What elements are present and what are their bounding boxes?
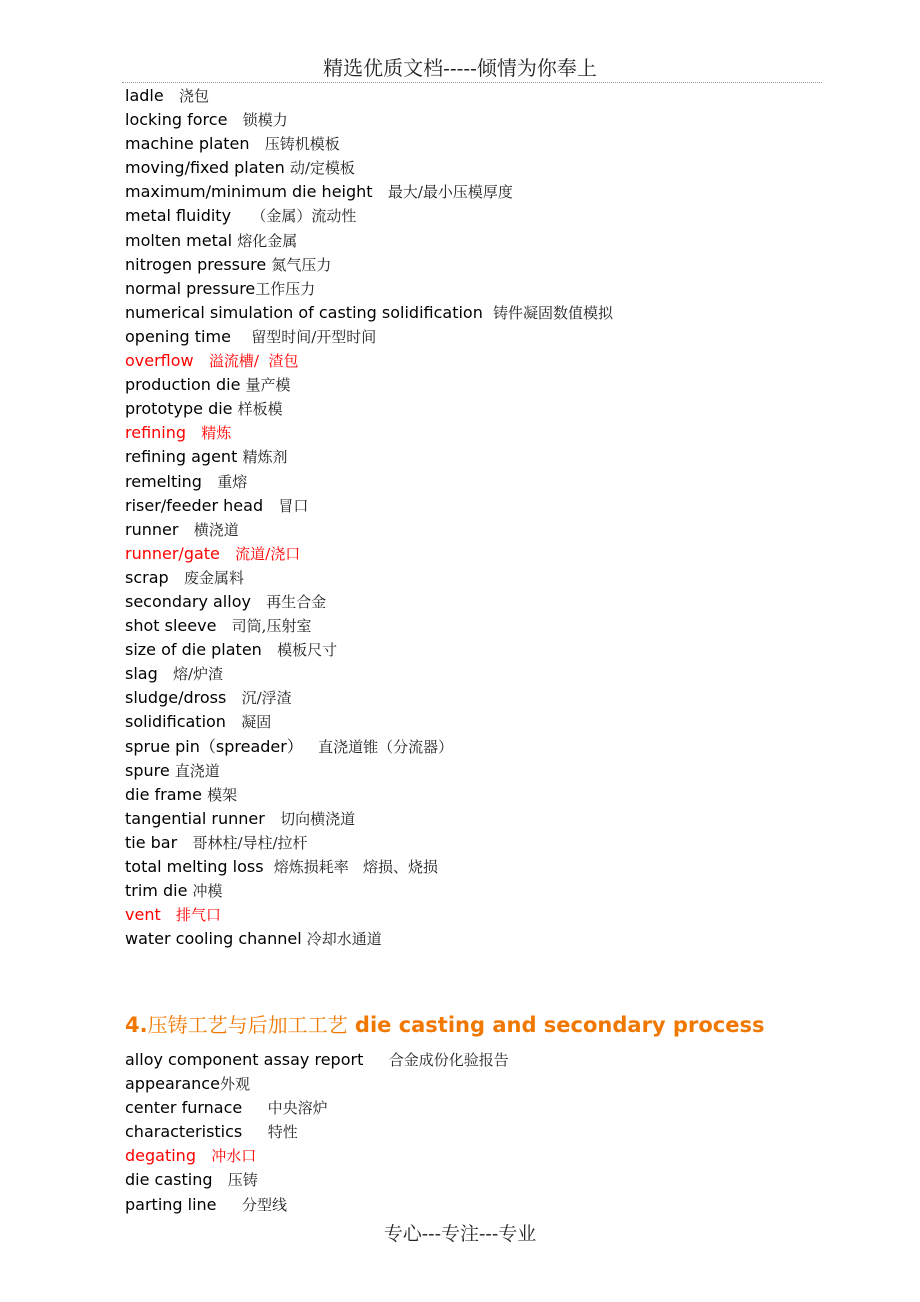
term-separator (483, 303, 493, 322)
term-chinese: 外观 (219, 1075, 250, 1094)
glossary-entry (125, 710, 613, 734)
glossary-entry (125, 542, 613, 566)
glossary-entry (125, 590, 613, 614)
term-separator (242, 1098, 267, 1117)
glossary-entry (125, 807, 613, 831)
term-english: molten metal (125, 230, 233, 250)
term-separator (196, 1146, 211, 1165)
term-chinese: 哥林柱/导柱/拉杆 (192, 833, 308, 852)
term-english: numerical simulation of casting solidification (125, 302, 483, 322)
glossary-entry (125, 1120, 509, 1144)
term-english: degating (125, 1146, 196, 1166)
term-chinese: 铸件凝固数值模拟 (493, 303, 614, 322)
term-separator (265, 809, 280, 828)
term-chinese: 锁模力 (242, 111, 288, 130)
term-english: sprue pin（spreader） (125, 736, 303, 756)
term-separator (363, 1050, 388, 1069)
term-chinese: 模架 (207, 785, 238, 804)
glossary-entry (125, 927, 613, 951)
term-english: opening time (125, 326, 231, 346)
term-chinese: 直浇道 (174, 761, 220, 780)
glossary-entry (125, 614, 613, 638)
glossary-entry (125, 421, 613, 445)
glossary-entry (125, 1096, 509, 1120)
term-chinese: 横浇道 (193, 520, 239, 539)
section-title-zh: 压铸工艺与后加工工艺 (147, 1013, 348, 1037)
term-chinese: 冒口 (278, 496, 309, 515)
term-chinese: 切向横浇道 (280, 809, 356, 828)
term-separator (158, 664, 173, 683)
glossary-entry (125, 1072, 509, 1096)
term-separator (263, 496, 278, 515)
term-separator (177, 833, 192, 852)
header-divider (122, 82, 822, 83)
term-english: normal pressure (125, 278, 256, 298)
glossary-entry (125, 301, 613, 325)
term-english: runner (125, 519, 179, 539)
term-chinese: 沉/浮渣 (241, 689, 292, 708)
glossary-entry (125, 84, 613, 108)
term-english: shot sleeve (125, 616, 217, 636)
glossary-entry (125, 156, 613, 180)
term-english: secondary alloy (125, 591, 251, 611)
term-chinese: 浇包 (178, 87, 209, 105)
term-chinese: 氮气压力 (271, 255, 332, 274)
term-english: trim die (125, 881, 188, 901)
term-english: production die (125, 375, 241, 395)
term-chinese: 重熔 (217, 472, 248, 491)
term-chinese: 废金属料 (183, 568, 244, 587)
term-english: moving/fixed platen (125, 158, 285, 178)
glossary-entry (125, 204, 613, 228)
term-english: ladle (125, 86, 164, 105)
term-chinese: 工作压力 (255, 279, 316, 298)
term-chinese: 司筒,压射室 (231, 617, 312, 636)
glossary-entry (125, 397, 613, 421)
glossary-entry (125, 229, 613, 253)
glossary-entry (125, 373, 613, 397)
term-english: appearance (125, 1074, 220, 1094)
term-separator (202, 472, 217, 491)
term-separator (216, 616, 231, 635)
term-chinese: 熔/炉渣 (173, 665, 224, 684)
glossary-entry (125, 1048, 509, 1072)
glossary-entry (125, 180, 613, 204)
term-chinese: 动/定模板 (289, 159, 355, 178)
term-english: center furnace (125, 1098, 243, 1118)
glossary-list-1 (125, 84, 613, 951)
section-title-en: die casting and secondary process (354, 1013, 765, 1037)
term-separator (161, 905, 176, 924)
term-chinese: 熔化金属 (237, 231, 298, 250)
term-english: die frame (125, 784, 202, 804)
term-english: locking force (125, 110, 228, 130)
glossary-entry (125, 566, 613, 590)
term-separator (251, 592, 266, 611)
glossary-entry (125, 735, 613, 759)
term-chinese: 凝固 (241, 713, 272, 732)
glossary-entry (125, 494, 613, 518)
glossary-entry (125, 132, 613, 156)
term-separator (217, 1195, 242, 1214)
page-footer: 专心---专注---专业 (383, 1223, 537, 1245)
term-chinese: 冲水口 (211, 1147, 257, 1166)
term-chinese: 特性 (267, 1123, 298, 1142)
term-chinese: 样板模 (237, 400, 283, 419)
glossary-entry (125, 783, 613, 807)
glossary-entry (125, 108, 613, 132)
term-english: remelting (125, 471, 202, 491)
term-chinese: 直浇道锥（分流器） (318, 737, 454, 756)
term-english: overflow (125, 351, 194, 371)
term-english: alloy component assay report (125, 1050, 364, 1069)
term-separator (164, 86, 179, 105)
glossary-entry (125, 470, 613, 494)
term-chinese: 合金成份化验报告 (388, 1051, 509, 1069)
term-english: sludge/dross (125, 688, 227, 708)
term-chinese: 精炼 (201, 424, 232, 443)
glossary-entry (125, 855, 613, 879)
glossary-entry (125, 638, 613, 662)
term-separator (242, 1122, 267, 1141)
glossary-entry (125, 831, 613, 855)
term-separator (169, 568, 184, 587)
term-chinese: 流道/浇口 (235, 544, 301, 563)
term-separator (226, 712, 241, 731)
term-separator (178, 520, 193, 539)
term-english: water cooling channel (125, 929, 302, 949)
term-separator (194, 351, 209, 370)
term-english: tangential runner (125, 808, 265, 828)
term-separator (220, 544, 235, 563)
term-chinese: 中央溶炉 (267, 1099, 328, 1118)
page-header: 精选优质文档-----倾情为你奉上 (323, 56, 597, 80)
term-chinese: 留型时间/开型时间 (251, 327, 377, 346)
glossary-list-2 (125, 1048, 509, 1217)
term-english: solidification (125, 712, 226, 732)
term-chinese: 分型线 (241, 1195, 287, 1214)
glossary-entry (125, 1144, 509, 1168)
term-chinese: 冷却水通道 (306, 930, 382, 949)
term-english: characteristics (125, 1122, 243, 1142)
term-separator (186, 423, 201, 442)
glossary-entry (125, 662, 613, 686)
term-english: total melting loss (125, 857, 264, 876)
term-chinese: 再生合金 (266, 592, 327, 611)
term-separator (231, 327, 251, 346)
glossary-entry (125, 879, 613, 903)
term-separator (264, 857, 274, 876)
section-number: 4. (125, 1013, 148, 1037)
term-english: scrap (125, 567, 169, 587)
term-separator (303, 737, 318, 756)
term-chinese: 模板尺寸 (277, 641, 338, 660)
glossary-entry (125, 1193, 509, 1217)
term-chinese: 精炼剂 (242, 448, 288, 467)
glossary-entry (125, 1168, 509, 1192)
glossary-entry (125, 349, 613, 373)
term-separator (226, 688, 241, 707)
term-chinese: 排气口 (176, 906, 222, 925)
glossary-entry (125, 759, 613, 783)
glossary-entry (125, 445, 613, 469)
term-english: riser/feeder head (125, 495, 264, 515)
term-english: vent (125, 905, 161, 925)
glossary-entry (125, 903, 613, 927)
term-english: tie bar (125, 832, 178, 852)
term-english: prototype die (125, 399, 233, 419)
term-chinese: 压铸 (227, 1171, 258, 1190)
glossary-entry (125, 253, 613, 277)
term-separator (227, 110, 242, 129)
term-separator (373, 182, 388, 201)
glossary-entry (125, 277, 613, 301)
term-chinese: 冲模 (192, 882, 223, 901)
term-separator (250, 134, 265, 153)
term-chinese: 溢流槽/ 渣包 (208, 352, 299, 371)
term-chinese: 熔炼损耗率 熔损、烧损 (273, 858, 439, 876)
term-english: maximum/minimum die height (125, 182, 373, 202)
glossary-entry (125, 518, 613, 542)
term-english: metal fluidity (125, 206, 232, 226)
term-chinese: （金属）流动性 (251, 207, 357, 226)
term-english: spure (125, 760, 170, 780)
section-heading (125, 1009, 764, 1038)
term-english: nitrogen pressure (125, 254, 267, 274)
term-english: size of die platen (125, 640, 262, 660)
term-chinese: 压铸机模板 (264, 135, 340, 154)
term-english: refining (125, 423, 187, 443)
term-chinese: 量产模 (245, 376, 291, 395)
term-english: slag (125, 664, 158, 684)
term-separator (231, 206, 251, 225)
glossary-entry (125, 325, 613, 349)
term-english: die casting (125, 1170, 213, 1190)
term-english: refining agent (125, 447, 238, 467)
term-english: machine platen (125, 134, 250, 154)
term-separator (212, 1170, 227, 1189)
term-english: runner/gate (125, 543, 220, 563)
glossary-entry (125, 686, 613, 710)
term-separator (262, 640, 277, 659)
term-english: parting line (125, 1194, 217, 1214)
term-chinese: 最大/最小压模厚度 (387, 183, 513, 202)
